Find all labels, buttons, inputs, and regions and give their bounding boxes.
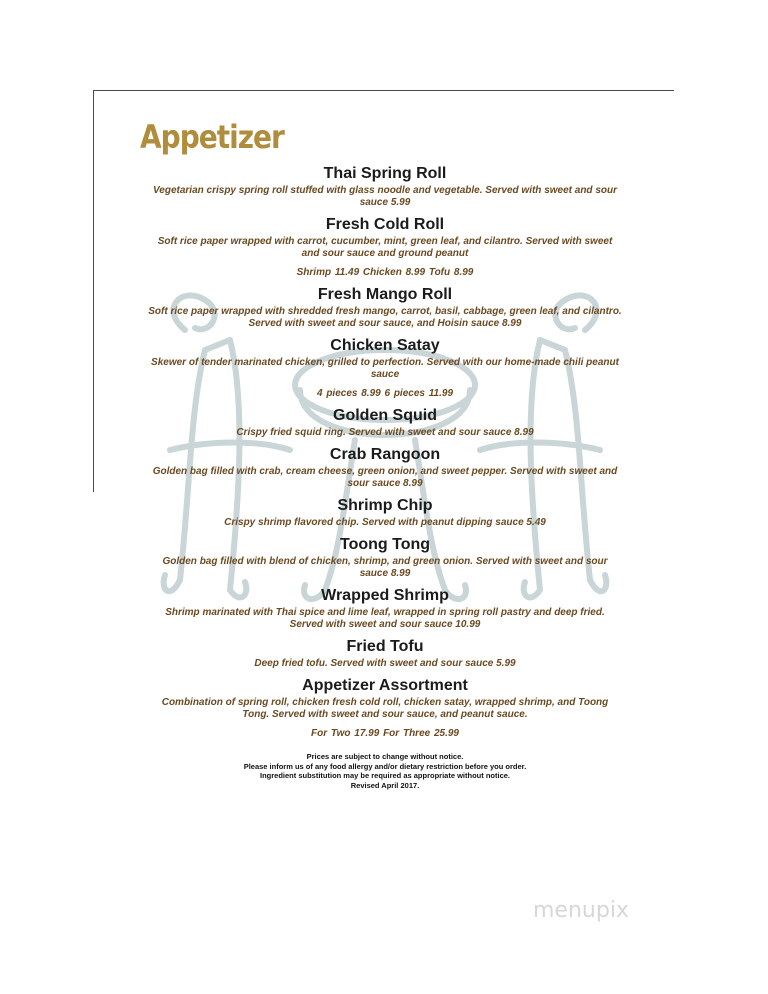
menu-item	[140, 406, 630, 439]
menu-item	[140, 496, 630, 529]
menu-item-name: Appetizer Assortment	[302, 677, 468, 694]
menu-item-description: Crispy shrimp flavored chip. Served with peanut dipping sauce 5.49	[224, 517, 546, 528]
appetizer-menu-list	[140, 164, 630, 746]
menu-item	[140, 445, 630, 490]
menu-item-name: Wrapped Shrimp	[321, 587, 449, 604]
menu-item-prices: For Two 17.99 For Three 25.99	[310, 728, 459, 739]
menu-item	[140, 164, 630, 209]
menu-item-description: Crispy fried squid ring. Served with sweet and sour sauce 8.99	[236, 427, 534, 438]
notice-line: Please inform us of any food allergy and/or dietary restriction before you order.	[243, 761, 527, 771]
menu-item-name: Toong Tong	[339, 536, 431, 553]
menu-item-description: Soft rice paper wrapped with shredded fresh mango, carrot, basil, cabbage, green leaf, and cilantro. Served with sweet and sour sauce, and Hoisin sauce 8.99	[148, 306, 622, 329]
menu-item-description: Shrimp marinated with Thai spice and lime leaf, wrapped in spring roll pastry and deep fried. Served with sweet and sour sauce 10.99	[165, 607, 605, 630]
page-frame-left-border	[93, 90, 94, 492]
menu-item-name: Golden Squid	[333, 407, 437, 424]
menu-item-description: Deep fried tofu. Served with sweet and sour sauce 5.99	[254, 658, 516, 669]
menu-item-name: Fried Tofu	[346, 638, 424, 655]
menu-item-prices: Shrimp 11.49 Chicken 8.99 Tofu 8.99	[296, 267, 474, 278]
menu-item	[140, 586, 630, 631]
menu-item-description: Combination of spring roll, chicken fresh cold roll, chicken satay, wrapped shrimp, and Toong Tong. Served with sweet and sour sauce, and peanut sauce.	[161, 697, 609, 720]
menu-item-name: Fresh Mango Roll	[317, 286, 453, 303]
menu-item-description: Golden bag filled with crab, cream cheese, green onion, and sweet pepper. Served with sweet and sour sauce 8.99	[152, 466, 618, 489]
notice-line: Ingredient substitution may be required as appropriate without notice.	[259, 771, 511, 780]
notice-line: Prices are subject to change without notice.	[306, 752, 464, 761]
menu-item-name: Thai Spring Roll	[323, 165, 447, 182]
menu-notice	[140, 752, 630, 790]
menu-item-description: Soft rice paper wrapped with carrot, cucumber, mint, green leaf, and cilantro. Served with sweet and sour sauce and ground peanut	[157, 236, 613, 259]
menu-item-description: Golden bag filled with blend of chicken, shrimp, and green onion. Served with sweet and sour sauce 8.99	[162, 556, 608, 579]
menu-item-prices: 4 pieces 8.99 6 pieces 11.99	[316, 388, 454, 399]
menu-item-description: Vegetarian crispy spring roll stuffed with glass noodle and vegetable. Served with sweet and sour sauce 5.99	[152, 185, 617, 208]
section-title: Appetizer	[140, 118, 284, 156]
notice-line: Revised April 2017.	[350, 780, 420, 790]
menu-item-name: Fresh Cold Roll	[325, 216, 445, 233]
page-frame-top-border	[93, 90, 674, 91]
menu-item-name: Chicken Satay	[330, 337, 440, 354]
menu-item-name: Crab Rangoon	[329, 446, 441, 463]
menu-item	[140, 676, 630, 740]
menu-item-name: Shrimp Chip	[337, 497, 433, 514]
menu-item-description: Skewer of tender marinated chicken, grilled to perfection. Served with our home-made chili peanut sauce	[151, 357, 619, 380]
menu-item	[140, 637, 630, 670]
menu-item	[140, 535, 630, 580]
menu-item	[140, 336, 630, 400]
menupix-watermark-logo: menupix	[533, 898, 629, 923]
menu-item	[140, 285, 630, 330]
menu-item	[140, 215, 630, 279]
